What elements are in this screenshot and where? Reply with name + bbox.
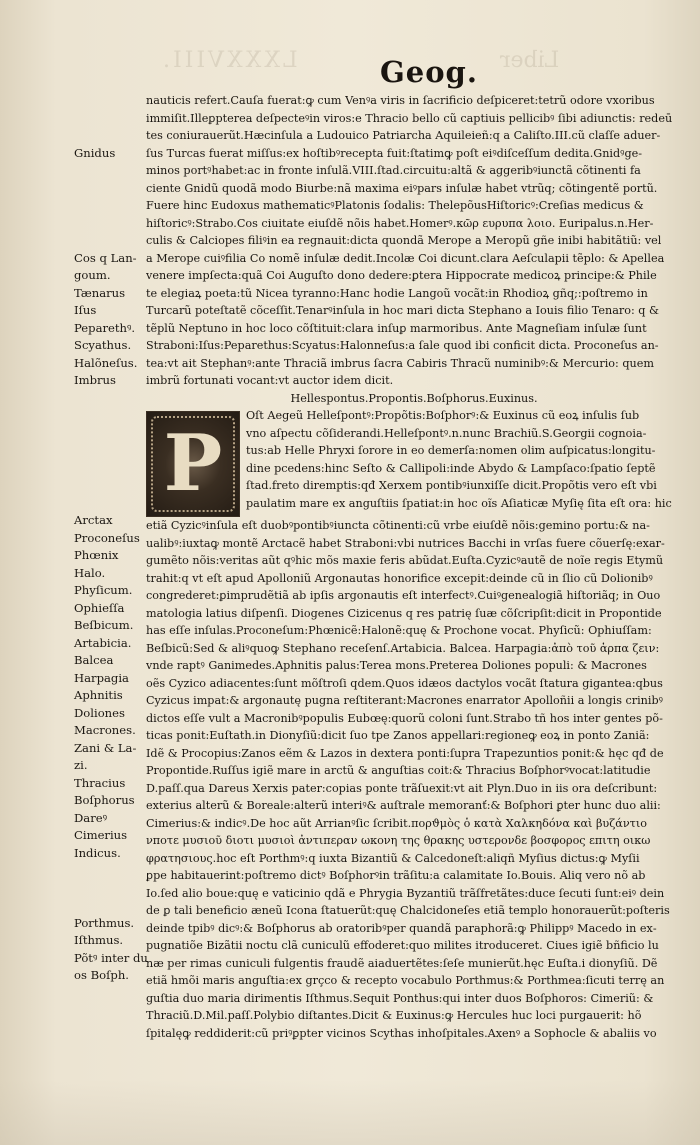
text-line: φρατησιους.hoc eſt Porthmꝰ:q iuxta Bizantiũ & Calcedoneſt:aliqñ Myſius dictus:ꝙ Myſii xyxy=(146,851,640,865)
dropcap-letter: P xyxy=(163,418,223,509)
margin-note: Balcea xyxy=(74,653,114,667)
text-line: Cimerius:& indicꝰ.De hoc aũt Arrianꝰſic ſcribit.πορϑμὸς ὁ κατὰ Χαλκηδόνα καὶ βυζάντιο xyxy=(146,816,647,830)
text-line: a Merope cuiꝰfilia Co nomẽ inſulæ dedit.Incolæ Coi dicunt.clara Aeſculapii tẽplo: & Apellea xyxy=(146,251,665,265)
text-line: matologia latius diſpenſi. Diogenes Cizicenus q res patrię ſuæ cõſcripſit:dicit in Propontide xyxy=(146,606,662,620)
margin-note: goum. xyxy=(74,268,111,282)
text-line: congrederet:ꝑimprudẽtiã ab ipſis argonautis eſt interfectꝰ.Cuiꝰgenealogiã hiſtoriãq; in Ouo xyxy=(146,589,661,602)
text-line: de ꝑ tali beneficio æneũ Icona ſtatuerũt:quę Chalcidoneſes etiã templo honorauerũt:poſteris xyxy=(146,904,670,917)
text-line: dictos eſſe vult a Macronibꝰpopulis Eubœę:quorũ coloni ſunt.Strabo tñ hos inter gentes põ‑ xyxy=(146,711,663,725)
margin-note: os Boſph. xyxy=(74,968,129,982)
text-line: Oſt Aegeũ Helleſpontꝰ:Propõtis:Boſphorꝰ:& Euxinus cũ eoꝝ inſulis ſub xyxy=(246,409,640,422)
margin-note: Põtꝰ inter du xyxy=(74,950,148,965)
text-line: Idẽ & Procopius:Zanos eẽm & Lazos in dextera ponti:ſupra Trapezuntios ponit:& hęc qđ de xyxy=(146,746,664,760)
margin-note: Proconeſus xyxy=(74,530,140,545)
text-line: Fuere hinc Eudoxus mathematicꝰPlatonis ſodalis: ThelepõusHiſtoricꝰ:Creſias medicus & xyxy=(146,199,644,212)
margin-note: Cos q Lan‑ xyxy=(74,250,137,265)
bleed-through-shadow-right: Liber xyxy=(500,48,560,73)
margin-note: Halõneſus. xyxy=(74,355,138,370)
margin-note: Iſthmus. xyxy=(74,933,124,947)
dropcap-paragraph xyxy=(146,407,682,517)
margin-note: Phyſicum. xyxy=(74,583,133,597)
margin-note: Iſus xyxy=(74,303,97,317)
text-line: vnde raptꝰ Ganimedes.Aphnitis palus:Terea mons.Preterea Doliones populi: & Macrones xyxy=(146,659,647,672)
text-line: Thraciũ.D.Mil.paſſ.Polybio diſtantes.Dicit & Euxinus:ꝙ Hercules huc loci purgauerit: hõ xyxy=(146,1009,642,1022)
text-line: exterius alterũ & Boreale:alterũ interiꝰ& auſtrale memoranť:& Boſphori ꝑter hunc duo alii: xyxy=(146,799,661,812)
text-line: minos portꝰhabet:ac in fronte inſulã.VIII.ſtad.circuitu:altã & aggeribꝰiunctã cõtinenti fa xyxy=(146,164,641,177)
text-line: gumẽto nõis:veritas aũt qꝰhic mõs maxie feris abũdat.Euſta.Cyzicꝰautẽ de noĩe regis Etymũ xyxy=(146,554,664,567)
margin-note: Artabicia. xyxy=(74,635,132,650)
text-line: Straboni:Iſus:Peparethus:Scyatus:Halonneſus:a ſale quod ibi conficit dicta. Proconeſus an‑ xyxy=(146,339,659,352)
margin-note: Boſphorus xyxy=(74,793,135,807)
margin-note: Thracius xyxy=(74,775,126,790)
margin-note: Imbrus xyxy=(74,373,116,387)
text-line: culis & Calciopes filiꝰin ea regnauit:dicta quondã Merope a Meropũ gñe inibi habitãtiũ: vel xyxy=(146,234,662,247)
text-line: tes coniurauerũt.Hæcinſula a Ludouico Patriarcha Aquileieñ:q a Caliſto.III.cũ claſſe aduer‑ xyxy=(146,129,661,142)
text-line: tus:ab Helle Phryxi ſorore in eo demerſa:nomen olim auſpicatus:longitu‑ xyxy=(246,444,656,457)
text-line: imbrũ fortunati vocant:vt auctor idem dicit. xyxy=(146,374,394,387)
margin-note: Scyathus. xyxy=(74,338,132,352)
text-line: venere impſecta:quã Coi Auguſto dono dedere:ꝑtera Hippocrate medicoꝝ principe:& Phile xyxy=(146,269,657,282)
text-line: tẽplũ Neptuno in hoc loco cõſtituit:clara inſuꝑ marmoribus. Ante Magneſiam inſulæ ſunt xyxy=(146,321,647,335)
text-line: Turcarũ poteſtatẽ cõceſſit.Tenarꝰinſula in hoc mari dicta Stephano a Iouis filio Tenaro: q & xyxy=(146,304,659,317)
dropcap-lines xyxy=(246,407,682,517)
margin-note: zi. xyxy=(74,758,88,772)
text-line: ciente Gnidũ quodã modo Biurbe:nã maxima eiꝰpars inſulæ habet vtrũq; cõtingentẽ portũ. xyxy=(146,181,658,195)
text-line: etiã Cyzicꝰinſula eſt duobꝰpontibꝰiuncta cõtinenti:cũ vrbe eiuſdẽ nõis:gemino portu:& na‑ xyxy=(146,519,650,532)
text-line: guſtia duo maria dirimentis Iſthmus.Sequit Ponthus:qui inter duos Boſphoros: Cimeriũ: & xyxy=(146,991,654,1005)
text-line: trahit:q vt eſt apud Apolloniũ Argonautas honorifice excepit:deinde cũ in ſlio cũ Dolionibꝰ xyxy=(146,571,653,585)
margin-note: Zani & La‑ xyxy=(74,740,137,755)
text-line: hiſtoricꝰ:Strabo.Cos ciuitate eiuſdẽ nõis habet.Homerꝰ.κῶρ ευρυπα λοιο. Euripalus.n.Her‑ xyxy=(146,216,654,230)
text-line: νποτε μυσιοῦ διοτι μυσιοὶ ἀντιπεραν ωκονη της θρακης υστερονδε βοσφορος επιτη οικω xyxy=(146,834,651,847)
text-line: næ per rimas cuniculi fulgentis fraudẽ aiaduertẽtes:ſeſe munierũt.hęc Euſta.i dionyſiũ. Dẽ xyxy=(146,956,658,970)
text-line: has eſſe inſulas.Proconeſum:Phœnicẽ:Halonẽ:quę & Prochone vocat. Phyſicũ: Ophiuſſam: xyxy=(146,624,652,637)
running-title: Geog. xyxy=(380,55,478,89)
text-line: Propontide.Ruſſus igiẽ mare in arctũ & anguſtias coit:& Thracius Boſphorꝰvocat:latitudie xyxy=(146,764,651,777)
text-line: ſpitalęꝙ reddiderit:cũ priꝰꝑpter vicinos Scythas inhoſpitales.Axenꝰ a Sophocle & abaliis vo xyxy=(146,1026,657,1040)
text-line: D.paſſ.qua Dareus Xerxis pater:copias ponte trãſuexit:vt ait Plyn.Duo in iis ora deſcribunt: xyxy=(146,781,658,795)
margin-note: Indicus. xyxy=(74,845,121,860)
section-heading: Hellespontus.Propontis.Boſphorus.Euxinus. xyxy=(290,391,538,405)
margin-note: Macrones. xyxy=(74,723,136,737)
margin-note: Aphnitis xyxy=(74,688,123,702)
text-line: nauticis refert.Cauſa fuerat:ꝙ cum Venꝰa viris in ſacrificio deſpiceret:tetrũ odore vxoribus xyxy=(146,94,655,107)
text-line: pugnatiõe Bizãtii noctu clã cuniculũ effoderet:quo milites itroduceret. Ciues igiẽ bñficio lu xyxy=(146,939,659,952)
text-block-top xyxy=(146,92,682,390)
margin-note: Arctax xyxy=(74,513,113,527)
text-line: etiã hmõi maris anguſtia:ex grçco & recepto vocabulo Porthmus:& Porthmea:ſicuti terrę an xyxy=(146,974,665,987)
margin-note: Tænarus xyxy=(74,285,126,300)
main-text-column xyxy=(146,92,682,1042)
bleed-through-shadow: LXXXVIII. xyxy=(160,48,298,73)
margin-note: Halo. xyxy=(74,565,106,580)
text-line: dine pcedens:hinc Seſto & Callipoli:inde Abydo & Lampſaco:ſpatio ſeptẽ xyxy=(246,461,656,475)
text-line: Cyzicus impat:& argonautę pugna reſtiterant:Macrones enarrator Apolloñii a longis crinibꝰ xyxy=(146,694,663,707)
margin-note: Cimerius xyxy=(74,828,128,842)
text-line: te elegiaꝝ poeta:tũ Nicea tyranno:Hanc hodie Langoũ vocãt:in Rhodioꝝ gñq;:poſtremo in xyxy=(146,286,648,300)
page-bottom-shade xyxy=(0,1080,700,1145)
margin-note: Harpagia xyxy=(74,670,129,685)
text-line: ſtad.freto diremptis:qđ Xerxem pontibꝰiunxiſſe dicit.Propõtis vero eſt vbi xyxy=(246,479,657,492)
text-line: oẽs Cyzico adiacentes:ſunt mõſtroſi qdem.Quos idæos dactylos vocãt ſtatura gigantea:qbus xyxy=(146,676,663,690)
margin-note: Porthmus. xyxy=(74,915,135,930)
text-line: tea:vt ait Stephanꝰ:ante Thraciã imbrus ſacra Cabiris Thracũ numinibꝰ:& Mercurio: quem xyxy=(146,356,654,370)
text-line: ticas ponit:Euſtath.in Dionyſiũ:dicit ſuo tpe Zanos appellari:regioneꝙ eoꝝ in ponto Zaniã: xyxy=(146,729,650,742)
text-line: ualibꝰ:iuxtaꝙ montẽ Arctacẽ habet Straboni:vbi nutrices Bacchi in vrſas fuere cõuerſę:exar‑ xyxy=(146,536,665,550)
margin-note: Dareꝰ xyxy=(74,810,108,825)
text-line: immiſit.Illeꝑpterea deſpecteꝰin viros:e Thracio bello cũ captiuis pellicibꝰ ſibi adiunctis: redeū xyxy=(146,111,673,125)
text-line: Beſbicũ:Sed & aliꝰquoꝙ Stephano receſenſ.Artabicia. Balcea. Harpagia:ἀπὸ τοῦ ἁρπα ζειν: xyxy=(146,641,660,655)
text-line: vno aſpectu cõſiderandi.Helleſpontꝰ.n.nunc Brachiũ.S.Georgii cognoia‑ xyxy=(246,426,647,440)
text-line: ꝑpe habitauerint:poſtremo dictꝰ Boſphorꝰin trãſitu:a calamitate Io.Bouis. Aliq vero nõ ab xyxy=(146,869,646,882)
dropcap-initial xyxy=(146,411,240,517)
text-line: ſus Turcas fuerat miſſus:ex hoſtibꝰrecepta fuit:ſtatimꝙ poſt eiꝰdiſceſſum dedita.Gnidꝰge‑ xyxy=(146,146,643,160)
text-line: paulatim mare ex anguſtiis ſpatiat:in hoc oĩs Aſiaticæ Myſię ſita eſt ora: hic xyxy=(246,496,672,510)
text-block-bottom xyxy=(146,517,682,1042)
margin-note: Ophieſſa xyxy=(74,600,125,615)
margin-note: Phœnix xyxy=(74,548,119,562)
margin-note: Beſbicum. xyxy=(74,618,134,632)
margin-note: Doliones xyxy=(74,705,125,720)
margin-note: Peparethꝰ. xyxy=(74,320,136,335)
text-line: Io.ſed alio boue:quę e vaticinio qdã e Phrygia Byzantiũ trãſfretãtes:duce ſecuti ſunt:eiꝰ dein xyxy=(146,886,665,900)
text-line: deinde tpibꝰ dicꝰ:& Boſphorus ab oratoribꝰper quandã paraphorã:ꝙ Philippꝰ Macedo in ex‑ xyxy=(146,921,657,935)
margin-note: Gnidus xyxy=(74,145,116,160)
